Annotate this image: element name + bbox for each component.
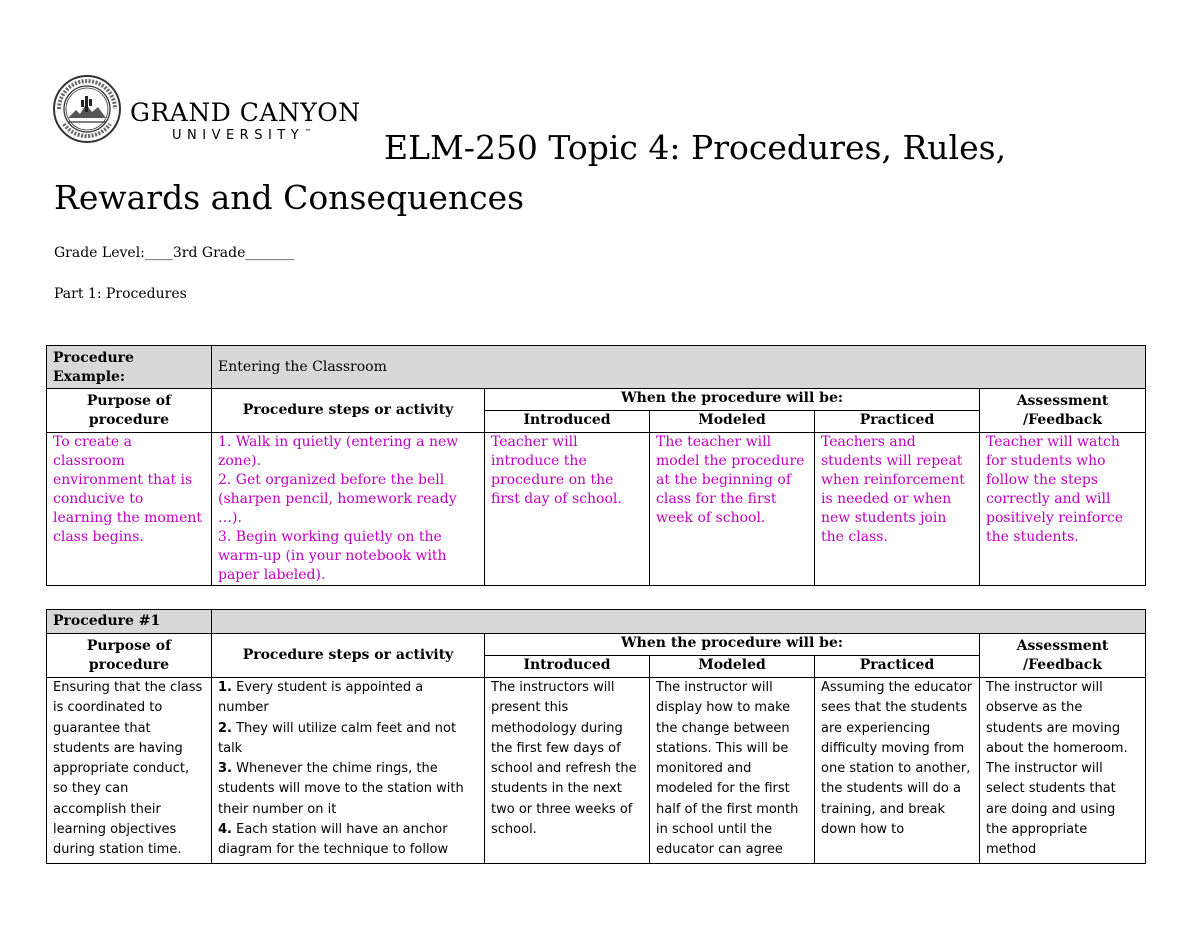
column-header-modeled: Modeled (650, 411, 815, 433)
column-header-introduced: Introduced (485, 656, 650, 678)
column-header-steps: Procedure steps or activity (212, 634, 485, 678)
procedure-1-table (46, 609, 1146, 864)
column-header-introduced: Introduced (485, 411, 650, 433)
assessment-cell: Teacher will watch for students who follow the steps correctly and will positively reinforce the students. (980, 433, 1146, 586)
procedure-label: Procedure Example: (47, 346, 212, 389)
part-heading: Part 1: Procedures (54, 286, 187, 302)
column-header-practiced: Practiced (815, 411, 980, 433)
column-header-purpose: Purpose of procedure (47, 389, 212, 433)
table-row (47, 433, 1146, 586)
practiced-cell: Teachers and students will repeat when reinforcement is needed or when new students join the class. (815, 433, 980, 586)
table-row (47, 346, 1146, 389)
step-item: 4. Each station will have an anchor diagram for the technique to follow (218, 822, 449, 858)
column-header-steps: Procedure steps or activity (212, 389, 485, 433)
step-item: 3. Whenever the chime rings, the students will move to the station with their number on it (218, 761, 464, 817)
steps-cell (212, 678, 485, 864)
column-header-assessment: Assessment /Feedback (980, 634, 1146, 678)
document-title-line2: Rewards and Consequences (54, 178, 525, 217)
column-header-when: When the procedure will be: (485, 389, 980, 411)
step-item: 1. Walk in quietly (entering a new zone). (218, 434, 459, 469)
gcu-logo (52, 74, 372, 144)
procedure-name: Entering the Classroom (212, 346, 1146, 389)
grade-level: Grade Level:____3rd Grade_______ (54, 245, 295, 261)
modeled-cell: The teacher will model the procedure at the beginning of class for the first week of school. (650, 433, 815, 586)
column-header-practiced: Practiced (815, 656, 980, 678)
column-header-purpose: Purpose of procedure (47, 634, 212, 678)
logo-name: GRAND CANYON (130, 98, 361, 127)
column-header-when: When the procedure will be: (485, 634, 980, 656)
procedure-label: Procedure #1 (47, 610, 212, 634)
practiced-cell: Assuming the educator sees that the students are experiencing difficulty moving from one station to another, the students will do a training, and break down how to (815, 678, 980, 864)
document-title-line1: ELM-250 Topic 4: Procedures, Rules, (384, 128, 1007, 167)
column-header-assessment: Assessment /Feedback (980, 389, 1146, 433)
step-item: 1. Every student is appointed a number (218, 680, 424, 716)
logo-sub: UNIVERSITY™ (172, 128, 312, 143)
table-row (47, 389, 1146, 411)
table-row (47, 634, 1146, 656)
step-item: 2. Get organized before the bell (sharpen pencil, homework ready …). (218, 472, 457, 526)
procedure-name (212, 610, 1146, 634)
table-row (47, 610, 1146, 634)
steps-cell (212, 433, 485, 586)
introduced-cell: Teacher will introduce the procedure on the first day of school. (485, 433, 650, 586)
introduced-cell: The instructors will present this methodology during the first few days of school and refresh the students in the next two or three weeks of school. (485, 678, 650, 864)
step-item: 2. They will utilize calm feet and not talk (218, 720, 457, 756)
purpose-cell: To create a classroom environment that is conducive to learning the moment class begins. (47, 433, 212, 586)
modeled-cell: The instructor will display how to make the change between stations. This will be monitored and modeled for the first half of the first month in school until the educator can agree (650, 678, 815, 864)
procedure-example-table (46, 345, 1146, 586)
university-seal-icon (52, 74, 122, 144)
purpose-cell: Ensuring that the class is coordinated to guarantee that students are having appropriate conduct, so they can accomplish their learning objectives during station time. (47, 678, 212, 864)
column-header-modeled: Modeled (650, 656, 815, 678)
table-row (47, 678, 1146, 864)
step-item: 3. Begin working quietly on the warm-up (in your notebook with paper labeled). (218, 529, 447, 583)
assessment-cell: The instructor will observe as the students are moving about the homeroom. The instructor will select students that are doing and using the appropriate method (980, 678, 1146, 864)
